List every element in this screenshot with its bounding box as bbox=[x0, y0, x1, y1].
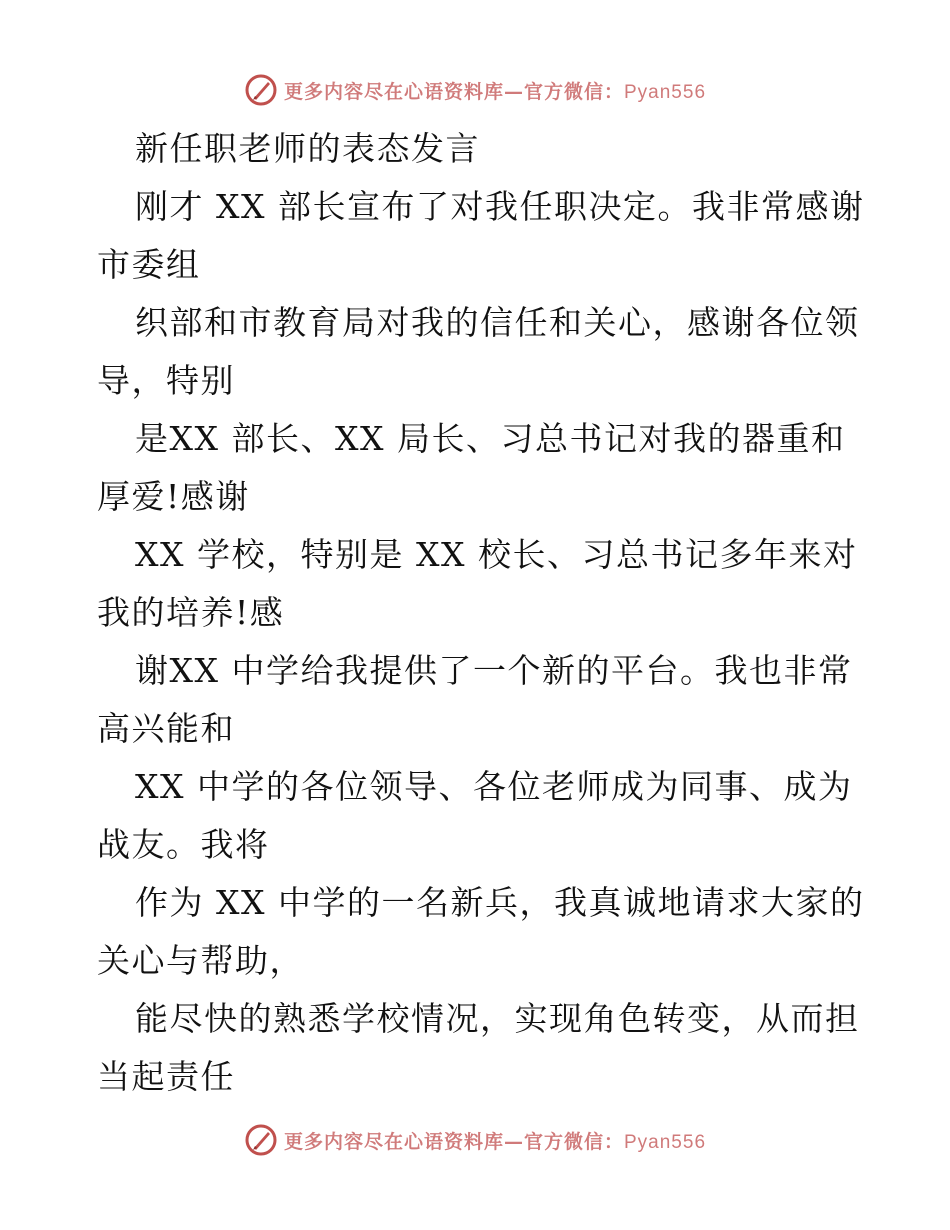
text-line: 织部和市教育局对我的信任和关心，感谢各位领 bbox=[135, 303, 860, 342]
text-line: 厚爱!感谢 bbox=[97, 477, 250, 516]
text-line: 战友。我将 bbox=[97, 825, 270, 864]
watermark-text bbox=[284, 77, 706, 104]
text-line: 高兴能和 bbox=[97, 709, 235, 748]
text-line: 关心与帮助， bbox=[97, 941, 304, 980]
quill-pen-logo-icon bbox=[244, 73, 278, 107]
document-title: 新任职老师的表态发言 bbox=[135, 129, 480, 168]
text-line: 导，特别 bbox=[97, 361, 235, 400]
text-line: 能尽快的熟悉学校情况，实现角色转变，从而担 bbox=[135, 999, 860, 1038]
text-line: 刚才 XX 部长宣布了对我任职决定。我非常感谢 bbox=[135, 187, 865, 226]
text-line: 市委组 bbox=[97, 245, 201, 284]
quill-pen-logo-icon bbox=[244, 1123, 278, 1157]
footer-watermark bbox=[0, 1120, 950, 1160]
watermark-handle: Pyan556 bbox=[624, 81, 707, 103]
text-line: 我的培养!感 bbox=[97, 593, 285, 632]
watermark-handle: Pyan556 bbox=[624, 1131, 707, 1153]
watermark-label: 更多内容尽在心语资料库—官方微信： bbox=[283, 1130, 624, 1153]
document-body bbox=[97, 120, 865, 1106]
text-line: 作为 XX 中学的一名新兵，我真诚地请求大家的 bbox=[135, 883, 865, 922]
watermark-text bbox=[284, 1127, 706, 1154]
watermark-label: 更多内容尽在心语资料库—官方微信： bbox=[283, 80, 624, 103]
text-line: XX 学校，特别是 XX 校长、习总书记多年来对 bbox=[135, 535, 858, 574]
header-watermark bbox=[0, 70, 950, 110]
text-line: 是XX 部长、XX 局长、习总书记对我的器重和 bbox=[135, 419, 846, 458]
text-line: 当起责任 bbox=[97, 1057, 235, 1096]
text-line: 谢XX 中学给我提供了一个新的平台。我也非常 bbox=[135, 651, 853, 690]
text-line: XX 中学的各位领导、各位老师成为同事、成为 bbox=[135, 767, 853, 806]
